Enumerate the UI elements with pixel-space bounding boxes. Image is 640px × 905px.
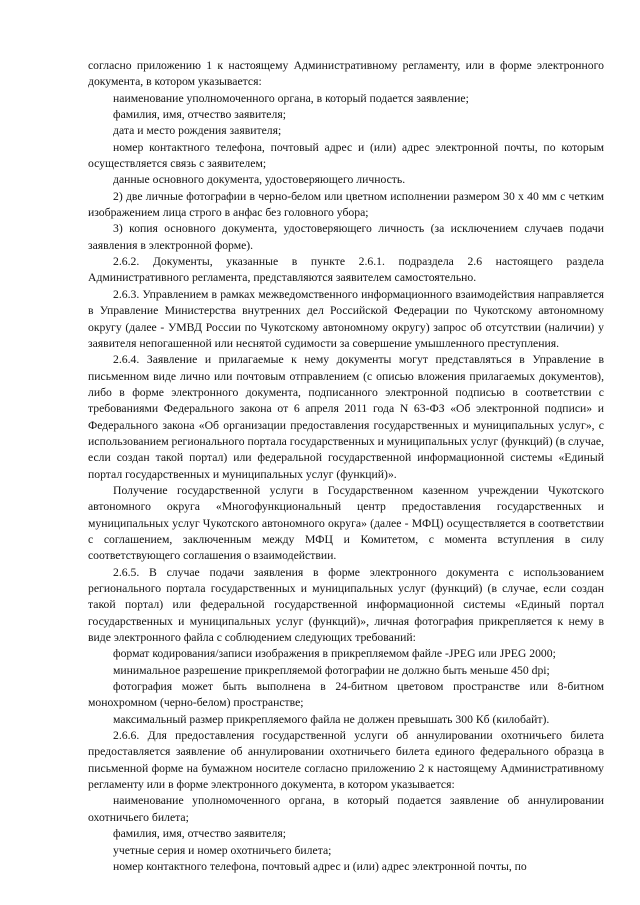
document-page xyxy=(88,58,604,875)
paragraph: 2.6.4. Заявление и прилагаемые к нему документы могут представляться в Управление в письменном виде лично или почтовым отправлением (с описью вложения прилагаемых документов), либо в форме электронного документа, подписанного электронной подписью в соответствии с требованиями Федерального закона от 6 апреля 2011 года N 63-ФЗ «Об электронной подписи» и Федерального закона «Об организации предоставления государственных и муниципальных услуг», с использованием регионального портала государственных и муниципальных услуг (функций) (в случае, если создан такой портал) или федеральной государственной информационной системы «Единый портал государственных и муниципальных услуг (функций)». xyxy=(88,353,604,481)
paragraph: фамилия, имя, отчество заявителя; xyxy=(113,827,286,841)
paragraph: 2.6.6. Для предоставления государственной услуги об аннулировании охотничьего билета предоставляется заявление об аннулировании охотничьего билета единого федерального образца в письменной форме на бумажном носителе согласно приложению 2 к настоящему Административному регламенту или в форме электронного документа, в котором указывается: xyxy=(88,729,604,792)
paragraph: Получение государственной услуги в Государственном казенном учреждении Чукотского автономного округа «Многофункциональный центр предоставления государственных и муниципальных услуг Чукотского автономного округа» (далее - МФЦ) осуществляется в соответствии с соглашением, заключенным между МФЦ и Комитетом, с момента вступления в силу соответствующего соглашения о взаимодействии. xyxy=(88,483,604,563)
paragraph: максимальный размер прикрепляемого файла не должен превышать 300 Кб (килобайт). xyxy=(113,712,550,726)
paragraph: дата и место рождения заявителя; xyxy=(113,124,282,138)
paragraph: данные основного документа, удостоверяющего личность. xyxy=(113,173,406,187)
paragraph: 2.6.5. В случае подачи заявления в форме электронного документа с использованием регионального портала государственных и муниципальных услуг (функций) (в случае, если создан такой портал) или федеральной государственной информационной системы «Единый портал государственных и муниципальных услуг (функций)», личная фотография прикрепляется к нему в виде электронного файла с соблюдением следующих требований: xyxy=(88,565,604,645)
paragraph: фотография может быть выполнена в 24-битном цветовом пространстве или 8-битном монохромном (черно-белом) пространстве; xyxy=(88,680,604,710)
paragraph: наименование уполномоченного органа, в который подается заявление об аннулировании охотничьего билета; xyxy=(88,794,604,824)
paragraph: фамилия, имя, отчество заявителя; xyxy=(113,108,286,122)
paragraph: согласно приложению 1 к настоящему Административному регламенту, или в форме электронного документа, в котором указывается: xyxy=(88,59,604,89)
paragraph: номер контактного телефона, почтовый адрес и (или) адрес электронной почты, по которым осуществляется связь с заявителем; xyxy=(88,140,604,171)
paragraph: наименование уполномоченного органа, в который подается заявление; xyxy=(113,91,469,105)
paragraph: 2) две личные фотографии в черно-белом или цветном исполнении размером 30 х 40 мм с четким изображением лица строго в анфас без головного убора; xyxy=(88,189,604,220)
paragraph: учетные серия и номер охотничьего билета; xyxy=(113,843,332,857)
paragraph: 2.6.2. Документы, указанные в пункте 2.6.1. подраздела 2.6 настоящего раздела Административного регламента, представляются заявителем самостоятельно. xyxy=(88,255,604,285)
paragraph: 3) копия основного документа, удостоверяющего личность (за исключением случаев подачи заявления в электронной форме). xyxy=(88,222,604,252)
paragraph: 2.6.3. Управлением в рамках межведомственного информационного взаимодействия направляется в Управление Министерства внутренних дел Российской Федерации по Чукотскому автономному округу (далее - УМВД России по Чукотскому автономному округу) запрос об отсутствии (наличии) у заявителя непогашенной или неснятой судимости за совершение умышленного преступления. xyxy=(88,287,604,350)
paragraph: минимальное разрешение прикрепляемой фотографии не должно быть меньше 450 dpi; xyxy=(113,663,550,677)
paragraph: формат кодирования/записи изображения в прикрепляемом файле -JPEG или JPEG 2000; xyxy=(113,647,556,661)
paragraph: номер контактного телефона, почтовый адрес и (или) адрес электронной почты, по xyxy=(113,859,527,873)
